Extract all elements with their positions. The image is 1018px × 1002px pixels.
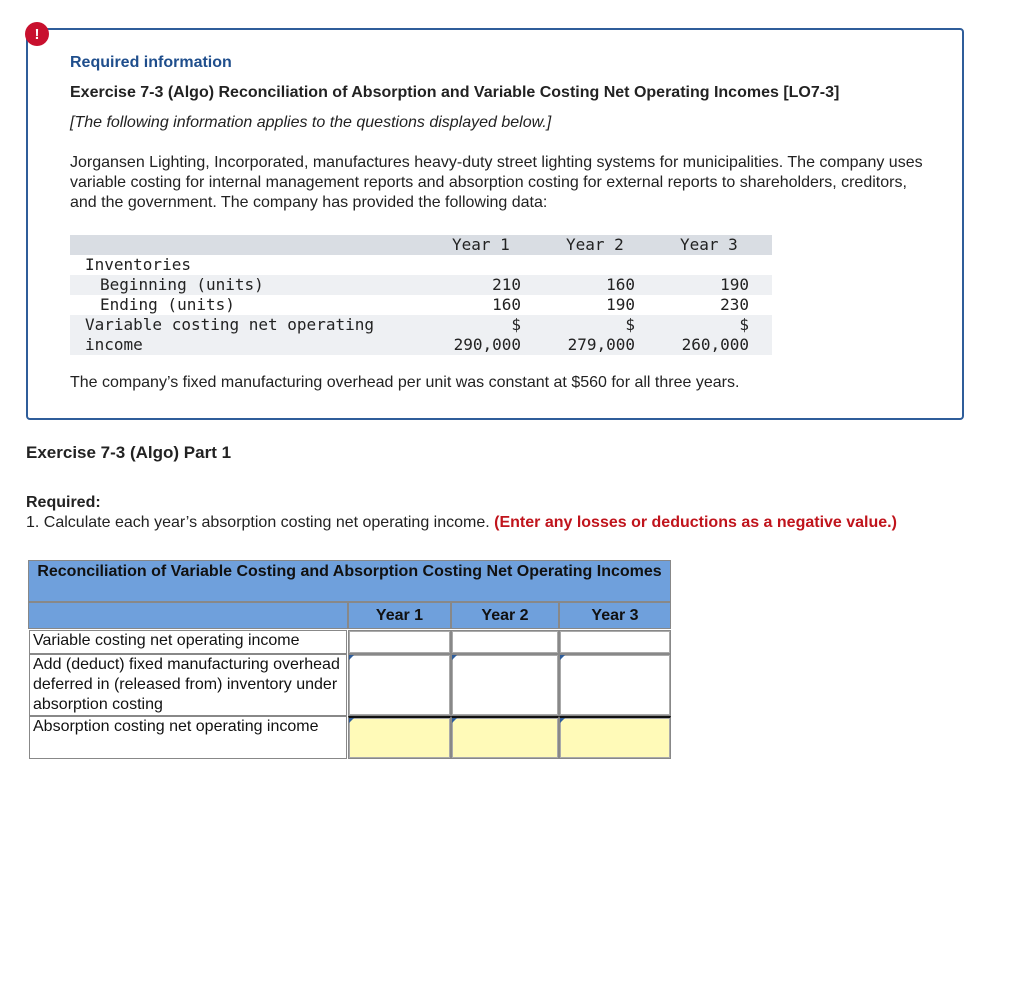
row-label-fmoh-deferred: Add (deduct) fixed manufacturing overhead deferred in (released from) inventory under absorption costing xyxy=(29,654,347,716)
vc-income-label-line1: Variable costing net operating xyxy=(85,315,374,334)
vc-income-label-line2: income xyxy=(85,335,143,354)
ac-income-input-year-1[interactable] xyxy=(349,718,450,758)
vc-dollar-year-1: $ xyxy=(511,315,521,334)
exercise-description: Jorgansen Lighting, Incorporated, manufactures heavy-duty street lighting systems for municipalities. The company uses variable costing for internal management reports and absorption costing for external reports to shareholders, creditors, and the government. The company has provided the following data: xyxy=(70,154,923,211)
fmoh-cell-year-1 xyxy=(348,654,451,716)
beginning-year-3: 190 xyxy=(720,275,749,294)
required-information-label: Required information xyxy=(70,54,232,71)
vc-income-year-3: 260,000 xyxy=(681,335,749,354)
header-year-3: Year 3 xyxy=(559,602,671,629)
data-header-year-3: Year 3 xyxy=(680,235,738,254)
row-label-ac-income: Absorption costing net operating income xyxy=(29,716,347,759)
ac-income-input-year-2[interactable] xyxy=(452,718,558,758)
part-title: Exercise 7-3 (Algo) Part 1 xyxy=(26,443,232,462)
ac-income-cell-year-2 xyxy=(451,716,559,759)
fixed-overhead-note: The company’s fixed manufacturing overhead per unit was constant at $560 for all three years. xyxy=(70,374,740,391)
vc-income-year-1: 290,000 xyxy=(453,335,521,354)
vc-income-year-2: 279,000 xyxy=(567,335,635,354)
fmoh-cell-year-2 xyxy=(451,654,559,716)
ending-units-label: Ending (units) xyxy=(100,295,235,314)
vc-income-cell-year-3 xyxy=(559,630,671,654)
dropdown-indicator-icon xyxy=(560,718,565,723)
ac-income-input-year-3[interactable] xyxy=(560,718,670,758)
required-text: 1. Calculate each year’s absorption costing net operating income. xyxy=(26,514,490,531)
fmoh-input-year-2[interactable] xyxy=(452,655,558,715)
reconciliation-table-title: Reconciliation of Variable Costing and Absorption Costing Net Operating Incomes xyxy=(28,560,671,602)
beginning-year-1: 210 xyxy=(492,275,521,294)
beginning-year-2: 160 xyxy=(606,275,635,294)
dropdown-indicator-icon xyxy=(560,655,565,660)
header-blank xyxy=(28,602,348,629)
ending-year-1: 160 xyxy=(492,295,521,314)
data-table-header-row xyxy=(70,235,772,255)
row-label-vc-income: Variable costing net operating income xyxy=(29,630,347,654)
fmoh-cell-year-3 xyxy=(559,654,671,716)
dropdown-indicator-icon xyxy=(349,718,354,723)
dropdown-indicator-icon xyxy=(452,655,457,660)
data-header-year-1: Year 1 xyxy=(452,235,510,254)
required-instructions xyxy=(26,514,897,532)
exercise-note: [The following information applies to the questions displayed below.] xyxy=(70,114,552,131)
ac-income-cell-year-3 xyxy=(559,716,671,759)
exercise-title: Exercise 7-3 (Algo) Reconciliation of Absorption and Variable Costing Net Operating Incomes [LO7-3] xyxy=(70,84,840,101)
data-header-year-2: Year 2 xyxy=(566,235,624,254)
dropdown-indicator-icon xyxy=(349,655,354,660)
vc-income-cell-year-2 xyxy=(451,630,559,654)
fmoh-input-year-3[interactable] xyxy=(560,655,670,715)
vc-income-input-year-1[interactable] xyxy=(349,631,450,653)
ending-year-3: 230 xyxy=(720,295,749,314)
dropdown-indicator-icon xyxy=(452,718,457,723)
inventories-label: Inventories xyxy=(85,255,191,274)
vc-income-input-year-3[interactable] xyxy=(560,631,670,653)
ending-year-2: 190 xyxy=(606,295,635,314)
ac-income-cell-year-1 xyxy=(348,716,451,759)
required-warning: (Enter any losses or deductions as a negative value.) xyxy=(494,514,897,531)
beginning-units-label: Beginning (units) xyxy=(100,275,264,294)
header-year-2: Year 2 xyxy=(451,602,559,629)
vc-dollar-year-3: $ xyxy=(739,315,749,334)
header-year-1: Year 1 xyxy=(348,602,451,629)
vc-income-cell-year-1 xyxy=(348,630,451,654)
required-heading: Required: xyxy=(26,494,101,511)
vc-income-input-year-2[interactable] xyxy=(452,631,558,653)
vc-dollar-year-2: $ xyxy=(625,315,635,334)
fmoh-input-year-1[interactable] xyxy=(349,655,450,715)
alert-icon: ! xyxy=(25,22,49,46)
